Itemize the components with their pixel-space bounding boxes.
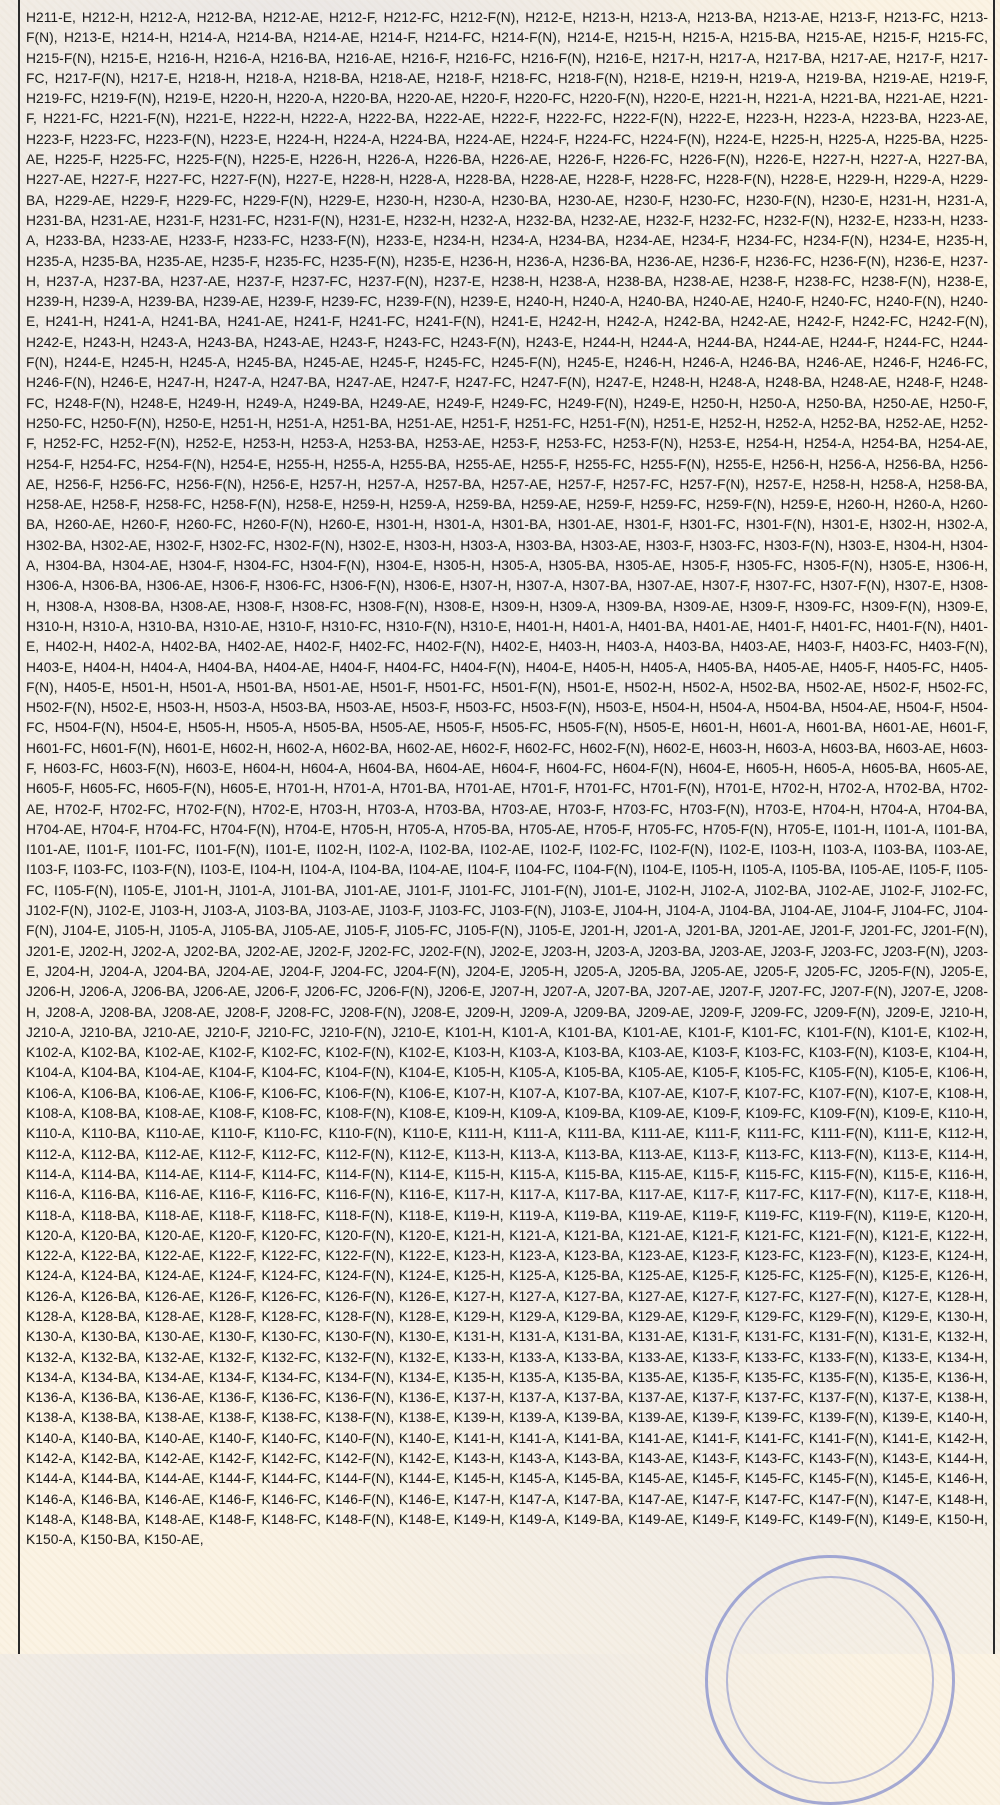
official-seal-stamp <box>705 1555 955 1805</box>
table-cell-text: H211-E, H212-H, H212-A, H212-BA, H212-AE, H212-F, H212-FC, H212-F(N), H212-E, H213-H, H213-A, H213-BA, H213-AE, H213-F, H213-FC, H213-F(N), H213-E, H214-H, H214-A, H214-BA, H214-AE, H214-F, H214-FC, H214-F(N), H214-E, H215-H, H215-A, H215-BA, H215-AE, H215-F, H215-FC, H215-F(N), H215-E, H216-H, H216-A, H216-BA, H216-AE, H216-F, H216-FC, H216-F(N), H216-E, H217-H, H217-A, H217-BA, H217-AE, H217-F, H217-FC, H217-F(N), H217-E, H218-H, H218-A, H218-BA, H218-AE, H218-F, H218-FC, H218-F(N), H218-E, H219-H, H219-A, H219-BA, H219-AE, H219-F, H219-FC, H219-F(N), H219-E, H220-H, H220-A, H220-BA, H220-AE, H220-F, H220-FC, H220-F(N), H220-E, H221-H, H221-A, H221-BA, H221-AE, H221-F, H221-FC, H221-F(N), H221-E, H222-H, H222-A, H222-BA, H222-AE, H222-F, H222-FC, H222-F(N), H222-E, H223-H, H223-A, H223-BA, H223-AE, H223-F, H223-FC, H223-F(N), H223-E, H224-H, H224-A, H224-BA, H224-AE, H224-F, H224-FC, H224-F(N), H224-E, H225-H, H225-A, H225-BA, H225-AE, H225-F, H225-FC, H225-F(N), H225-E, H226-H, H226-A, H226-BA, H226-AE, H226-F, H226-FC, H226-F(N), H226-E, H227-H, H227-A, H227-BA, H227-AE, H227-F, H227-FC, H227-F(N), H227-E, H228-H, H228-A, H228-BA, H228-AE, H228-F, H228-FC, H228-F(N), H228-E, H229-H, H229-A, H229-BA, H229-AE, H229-F, H229-FC, H229-F(N), H229-E, H230-H, H230-A, H230-BA, H230-AE, H230-F, H230-FC, H230-F(N), H230-E, H231-H, H231-A, H231-BA, H231-AE, H231-F, H231-FC, H231-F(N), H231-E, H232-H, H232-A, H232-BA, H232-AE, H232-F, H232-FC, H232-F(N), H232-E, H233-H, H233-A, H233-BA, H233-AE, H233-F, H233-FC, H233-F(N), H233-E, H234-H, H234-A, H234-BA, H234-AE, H234-F, H234-FC, H234-F(N), H234-E, H235-H, H235-A, H235-BA, H235-AE, H235-F, H235-FC, H235-F(N), H235-E, H236-H, H236-A, H236-BA, H236-AE, H236-F, H236-FC, H236-F(N), H236-E, H237-H, H237-A, H237-BA, H237-AE, H237-F, H237-FC, H237-F(N), H237-E, H238-H, H238-A, H238-BA, H238-AE, H238-F, H238-FC, H238-F(N), H238-E, H239-H, H239-A, H239-BA, H239-AE, H239-F, H239-FC, H239-F(N), H239-E, H240-H, H240-A, H240-BA, H240-AE, H240-F, H240-FC, H240-F(N), H240-E, H241-H, H241-A, H241-BA, H241-AE, H241-F, H241-FC, H241-F(N), H241-E, H242-H, H242-A, H242-BA, H242-AE, H242-F, H242-FC, H242-F(N), H242-E, H243-H, H243-A, H243-BA, H243-AE, H243-F, H243-FC, H243-F(N), H243-E, H244-H, H244-A, H244-BA, H244-AE, H244-F, H244-FC, H244-F(N), H244-E, H245-H, H245-A, H245-BA, H245-AE, H245-F, H245-FC, H245-F(N), H245-E, H246-H, H246-A, H246-BA, H246-AE, H246-F, H246-FC, H246-F(N), H246-E, H247-H, H247-A, H247-BA, H247-AE, H247-F, H247-FC, H247-F(N), H247-E, H248-H, H248-A, H248-BA, H248-AE, H248-F, H248-FC, H248-F(N), H248-E, H249-H, H249-A, H249-BA, H249-AE, H249-F, H249-FC, H249-F(N), H249-E, H250-H, H250-A, H250-BA, H250-AE, H250-F, H250-FC, H250-F(N), H250-E, H251-H, H251-A, H251-BA, H251-AE, H251-F, H251-FC, H251-F(N), H251-E, H252-H, H252-A, H252-BA, H252-AE, H252-F, H252-FC, H252-F(N), H252-E, H253-H, H253-A, H253-BA, H253-AE, H253-F, H253-FC, H253-F(N), H253-E, H254-H, H254-A, H254-BA, H254-AE, H254-F, H254-FC, H254-F(N), H254-E, H255-H, H255-A, H255-BA, H255-AE, H255-F, H255-FC, H255-F(N), H255-E, H256-H, H256-A, H256-BA, H256-AE, H256-F, H256-FC, H256-F(N), H256-E, H257-H, H257-A, H257-BA, H257-AE, H257-F, H257-FC, H257-F(N), H257-E, H258-H, H258-A, H258-BA, H258-AE, H258-F, H258-FC, H258-F(N), H258-E, H259-H, H259-A, H259-BA, H259-AE, H259-F, H259-FC, H259-F(N), H259-E, H260-H, H260-A, H260-BA, H260-AE, H260-F, H260-FC, H260-F(N), H260-E, H301-H, H301-A, H301-BA, H301-AE, H301-F, H301-FC, H301-F(N), H301-E, H302-H, H302-A, H302-BA, H302-AE, H302-F, H302-FC, H302-F(N), H302-E, H303-H, H303-A, H303-BA, H303-AE, H303-F, H303-FC, H303-F(N), H303-E, H304-H, H304-A, H304-BA, H304-AE, H304-F, H304-FC, H304-F(N), H304-E, H305-H, H305-A, H305-BA, H305-AE, H305-F, H305-FC, H305-F(N), H305-E, H306-H, H306-A, H306-BA, H306-AE, H306-F, H306-FC, H306-F(N), H306-E, H307-H, H307-A, H307-BA, H307-AE, H307-F, H307-FC, H307-F(N), H307-E, H308-H, H308-A, H308-BA, H308-AE, H308-F, H308-FC, H308-F(N), H308-E, H309-H, H309-A, H309-BA, H309-AE, H309-F, H309-FC, H309-F(N), H309-E, H310-H, H310-A, H310-BA, H310-AE, H310-F, H310-FC, H310-F(N), H310-E, H401-H, H401-A, H401-BA, H401-AE, H401-F, H401-FC, H401-F(N), H401-E, H402-H, H402-A, H402-BA, H402-AE, H402-F, H402-FC, H402-F(N), H402-E, H403-H, H403-A, H403-BA, H403-AE, H403-F, H403-FC, H403-F(N), H403-E, H404-H, H404-A, H404-BA, H404-AE, H404-F, H404-FC, H404-F(N), H404-E, H405-H, H405-A, H405-BA, H405-AE, H405-F, H405-FC, H405-F(N), H405-E, H501-H, H501-A, H501-BA, H501-AE, H501-F, H501-FC, H501-F(N), H501-E, H502-H, H502-A, H502-BA, H502-AE, H502-F, H502-FC, H502-F(N), H502-E, H503-H, H503-A, H503-BA, H503-AE, H503-F, H503-FC, H503-F(N), H503-E, H504-H, H504-A, H504-BA, H504-AE, H504-F, H504-FC, H504-F(N), H504-E, H505-H, H505-A, H505-BA, H505-AE, H505-F, H505-FC, H505-F(N), H505-E, H601-H, H601-A, H601-BA, H601-AE, H601-F, H601-FC, H601-F(N), H601-E, H602-H, H602-A, H602-BA, H602-AE, H602-F, H602-FC, H602-F(N), H602-E, H603-H, H603-A, H603-BA, H603-AE, H603-F, H603-FC, H603-F(N), H603-E, H604-H, H604-A, H604-BA, H604-AE, H604-F, H604-FC, H604-F(N), H604-E, H605-H, H605-A, H605-BA, H605-AE, H605-F, H605-FC, H605-F(N), H605-E, H701-H, H701-A, H701-BA, H701-AE, H701-F, H701-FC, H701-F(N), H701-E, H702-H, H702-A, H702-BA, H702-AE, H702-F, H702-FC, H702-F(N), H702-E, H703-H, H703-A, H703-BA, H703-AE, H703-F, H703-FC, H703-F(N), H703-E, H704-H, H704-A, H704-BA, H704-AE, H704-F, H704-FC, H704-F(N), H704-E, H705-H, H705-A, H705-BA, H705-AE, H705-F, H705-FC, H705-F(N), H705-E, I101-H, I101-A, I101-BA, I101-AE, I101-F, I101-FC, I101-F(N), I101-E, I102-H, I102-A, I102-BA, I102-AE, I102-F, I102-FC, I102-F(N), I102-E, I103-H, I103-A, I103-BA, I103-AE, I103-F, I103-FC, I103-F(N), I103-E, I104-H, I104-A, I104-BA, I104-AE, I104-F, I104-FC, I104-F(N), I104-E, I105-H, I105-A, I105-BA, I105-AE, I105-F, I105-FC, I105-F(N), I105-E, J101-H, J101-A, J101-BA, J101-AE, J101-F, J101-FC, J101-F(N), J101-E, J102-H, J102-A, J102-BA, J102-AE, J102-F, J102-FC, J102-F(N), J102-E, J103-H, J103-A, J103-BA, J103-AE, J103-F, J103-FC, J103-F(N), J103-E, J104-H, J104-A, J104-BA, J104-AE, J104-F, J104-FC, J104-F(N), J104-E, J105-H, J105-A, J105-BA, J105-AE, J105-F, J105-FC, J105-F(N), J105-E, J201-H, J201-A, J201-BA, J201-AE, J201-F, J201-FC, J201-F(N), J201-E, J202-H, J202-A, J202-BA, J202-AE, J202-F, J202-FC, J202-F(N), J202-E, J203-H, J203-A, J203-BA, J203-AE, J203-F, J203-FC, J203-F(N), J203-E, J204-H, J204-A, J204-BA, J204-AE, J204-F, J204-FC, J204-F(N), J204-E, J205-H, J205-A, J205-BA, J205-AE, J205-F, J205-FC, J205-F(N), J205-E, J206-H, J206-A, J206-BA, J206-AE, J206-F, J206-FC, J206-F(N), J206-E, J207-H, J207-A, J207-BA, J207-AE, J207-F, J207-FC, J207-F(N), J207-E, J208-H, J208-A, J208-BA, J208-AE, J208-F, J208-FC, J208-F(N), J208-E, J209-H, J209-A, J209-BA, J209-AE, J209-F, J209-FC, J209-F(N), J209-E, J210-H, J210-A, J210-BA, J210-AE, J210-F, J210-FC, J210-F(N), J210-E, K101-H, K101-A, K101-BA, K101-AE, K101-F, K101-FC, K101-F(N), K101-E, K102-H, K102-A, K102-BA, K102-AE, K102-F, K102-FC, K102-F(N), K102-E, K103-H, K103-A, K103-BA, K103-AE, K103-F, K103-FC, K103-F(N), K103-E, K104-H, K104-A, K104-BA, K104-AE, K104-F, K104-FC, K104-F(N), K104-E, K105-H, K105-A, K105-BA, K105-AE, K105-F, K105-FC, K105-F(N), K105-E, K106-H, K106-A, K106-BA, K106-AE, K106-F, K106-FC, K106-F(N), K106-E, K107-H, K107-A, K107-BA, K107-AE, K107-F, K107-FC, K107-F(N), K107-E, K108-H, K108-A, K108-BA, K108-AE, K108-F, K108-FC, K108-F(N), K108-E, K109-H, K109-A, K109-BA, K109-AE, K109-F, K109-FC, K109-F(N), K109-E, K110-H, K110-A, K110-BA, K110-AE, K110-F, K110-FC, K110-F(N), K110-E, K111-H, K111-A, K111-BA, K111-AE, K111-F, K111-FC, K111-F(N), K111-E, K112-H, K112-A, K112-BA, K112-AE, K112-F, K112-FC, K112-F(N), K112-E, K113-H, K113-A, K113-BA, K113-AE, K113-F, K113-FC, K113-F(N), K113-E, K114-H, K114-A, K114-BA, K114-AE, K114-F, K114-FC, K114-F(N), K114-E, K115-H, K115-A, K115-BA, K115-AE, K115-F, K115-FC, K115-F(N), K115-E, K116-H, K116-A, K116-BA, K116-AE, K116-F, K116-FC, K116-F(N), K116-E, K117-H, K117-A, K117-BA, K117-AE, K117-F, K117-FC, K117-F(N), K117-E, K118-H, K118-A, K118-BA, K118-AE, K118-F, K118-FC, K118-F(N), K118-E, K119-H, K119-A, K119-BA, K119-AE, K119-F, K119-FC, K119-F(N), K119-E, K120-H, K120-A, K120-BA, K120-AE, K120-F, K120-FC, K120-F(N), K120-E, K121-H, K121-A, K121-BA, K121-AE, K121-F, K121-FC, K121-F(N), K121-E, K122-H, K122-A, K122-BA, K122-AE, K122-F, K122-FC, K122-F(N), K122-E, K123-H, K123-A, K123-BA, K123-AE, K123-F, K123-FC, K123-F(N), K123-E, K124-H, K124-A, K124-BA, K124-AE, K124-F, K124-FC, K124-F(N), K124-E, K125-H, K125-A, K125-BA, K125-AE, K125-F, K125-FC, K125-F(N), K125-E, K126-H, K126-A, K126-BA, K126-AE, K126-F, K126-FC, K126-F(N), K126-E, K127-H, K127-A, K127-BA, K127-AE, K127-F, K127-FC, K127-F(N), K127-E, K128-H, K128-A, K128-BA, K128-AE, K128-F, K128-FC, K128-F(N), K128-E, K129-H, K129-A, K129-BA, K129-AE, K129-F, K129-FC, K129-F(N), K129-E, K130-H, K130-A, K130-BA, K130-AE, K130-F, K130-FC, K130-F(N), K130-E, K131-H, K131-A, K131-BA, K131-AE, K131-F, K131-FC, K131-F(N), K131-E, K132-H, K132-A, K132-BA, K132-AE, K132-F, K132-FC, K132-F(N), K132-E, K133-H, K133-A, K133-BA, K133-AE, K133-F, K133-FC, K133-F(N), K133-E, K134-H, K134-A, K134-BA, K134-AE, K134-F, K134-FC, K134-F(N), K134-E, K135-H, K135-A, K135-BA, K135-AE, K135-F, K135-FC, K135-F(N), K135-E, K136-H, K136-A, K136-BA, K136-AE, K136-F, K136-FC, K136-F(N), K136-E, K137-H, K137-A, K137-BA, K137-AE, K137-F, K137-FC, K137-F(N), K137-E, K138-H, K138-A, K138-BA, K138-AE, K138-F, K138-FC, K138-F(N), K138-E, K139-H, K139-A, K139-BA, K139-AE, K139-F, K139-FC, K139-F(N), K139-E, K140-H, K140-A, K140-BA, K140-AE, K140-F, K140-FC, K140-F(N), K140-E, K141-H, K141-A, K141-BA, K141-AE, K141-F, K141-FC, K141-F(N), K141-E, K142-H, K142-A, K142-BA, K142-AE, K142-F, K142-FC, K142-F(N), K142-E, K143-H, K143-A, K143-BA, K143-AE, K143-F, K143-FC, K143-F(N), K143-E, K144-H, K144-A, K144-BA, K144-AE, K144-F, K144-FC, K144-F(N), K144-E, K145-H, K145-A, K145-BA, K145-AE, K145-F, K145-FC, K145-F(N), K145-E, K146-H, K146-A, K146-BA, K146-AE, K146-F, K146-FC, K146-F(N), K146-E, K147-H, K147-A, K147-BA, K147-AE, K147-F, K147-FC, K147-F(N), K147-E, K148-H, K148-A, K148-BA, K148-AE, K148-F, K148-FC, K148-F(N), K148-E, K149-H, K149-A, K149-BA, K149-AE, K149-F, K149-FC, K149-F(N), K149-E, K150-H, K150-A, K150-BA, K150-AE, <box>26 10 988 1548</box>
table-left-rule <box>18 0 20 1654</box>
table-right-rule <box>993 0 995 1654</box>
seal-inner-ring <box>726 1576 934 1784</box>
